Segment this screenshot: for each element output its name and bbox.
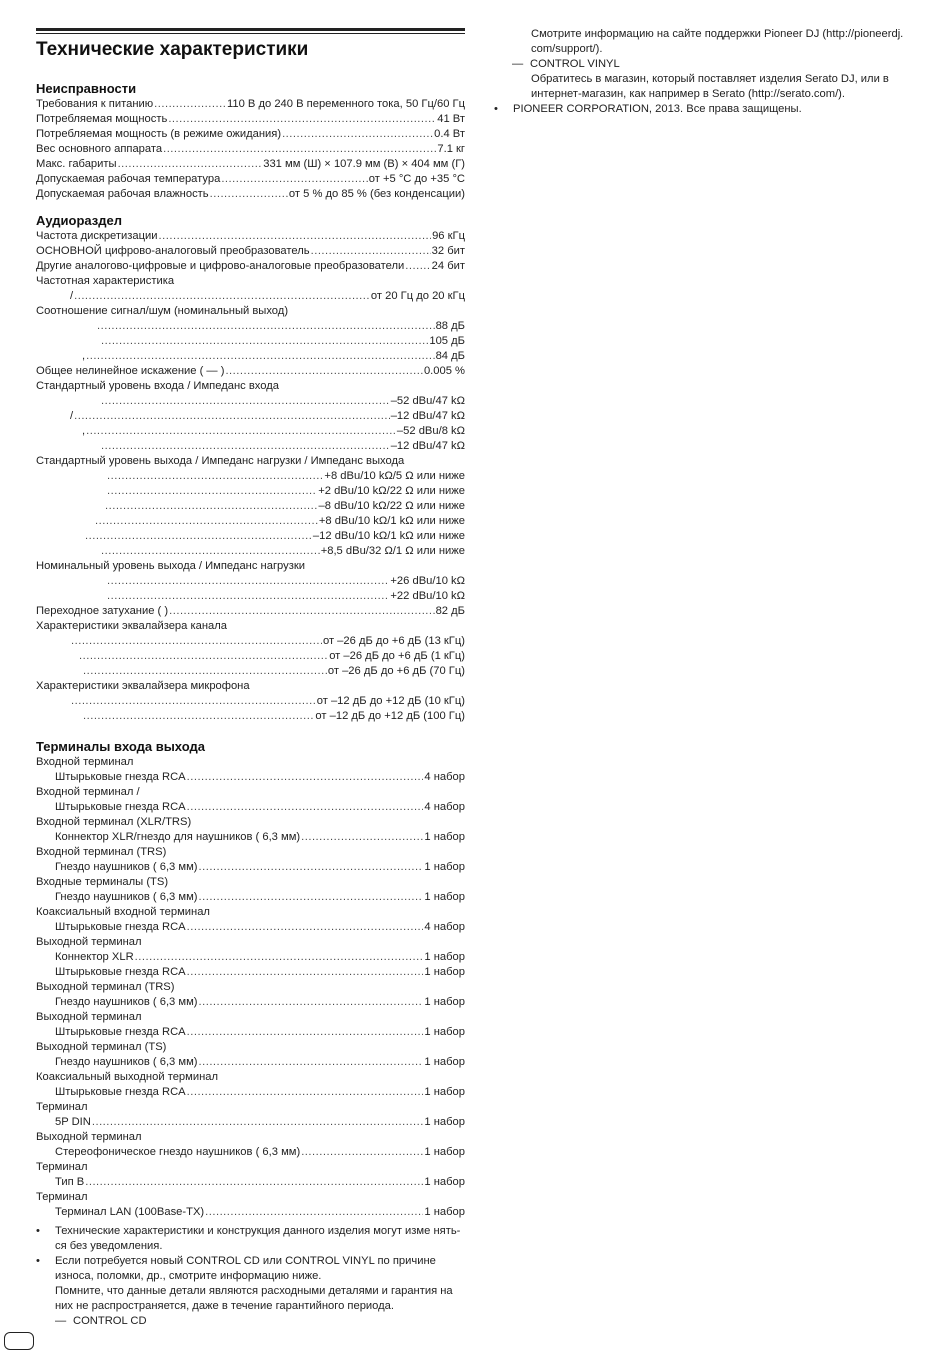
spec-label: / — [70, 290, 74, 302]
section-gap — [36, 728, 465, 738]
note-text: Технические характеристики и конструкция данного изделия могут изме няться без уведомления. — [55, 1225, 461, 1252]
dot-leader — [85, 1175, 423, 1190]
spec-label: Частота дискретизации — [36, 230, 158, 242]
section-heading: Аудиораздел — [36, 213, 123, 228]
page-language-badge — [4, 1332, 34, 1350]
dot-leader — [101, 544, 320, 559]
spec-value: 110 В до 240 В переменного тока, 50 Гц/60 Гц — [226, 98, 465, 110]
spec-row — [36, 604, 465, 619]
dot-leader — [301, 1145, 423, 1160]
spec-value: от 5 % до 85 % (без конденсации) — [288, 188, 465, 200]
spec-label-row: Частотная характеристика — [36, 275, 175, 287]
spec-value: –12 dBu/47 kΩ — [390, 410, 465, 422]
spec-row — [36, 142, 465, 157]
spec-label: , — [82, 425, 86, 437]
spec-row — [36, 97, 465, 112]
bullet-marker: • — [494, 103, 498, 115]
spec-label-row: Терминал — [36, 1101, 88, 1113]
dot-leader — [205, 1205, 423, 1220]
spec-value: 105 дБ — [429, 335, 465, 347]
spec-label: Штырьковые гнезда RCA — [55, 801, 186, 813]
spec-value: 1 набор — [424, 951, 465, 963]
section-heading: Неисправности — [36, 81, 137, 96]
spec-label: Терминал LAN (100Base-TX) — [55, 1206, 205, 1218]
spec-value: 1 набор — [424, 831, 465, 843]
dot-leader — [282, 127, 433, 142]
spec-value: 1 набор — [424, 1086, 465, 1098]
spec-label: , — [82, 350, 86, 362]
spec-label: Потребляемая мощность (в режиме ожидания) — [36, 128, 282, 140]
dot-leader — [107, 574, 389, 589]
spec-row — [36, 664, 465, 679]
spec-row — [36, 1115, 465, 1130]
spec-row — [36, 424, 465, 439]
spec-row — [36, 364, 465, 379]
spec-label: Коннектор XLR/гнездо для наушников ( 6,3 мм) — [55, 831, 301, 843]
spec-row — [36, 574, 465, 589]
dot-leader — [163, 142, 436, 157]
spec-value: +8 dBu/10 kΩ/5 Ω или ниже — [324, 470, 465, 482]
spec-row — [36, 694, 465, 709]
spec-value: от +5 °C до +35 °C — [368, 173, 465, 185]
spec-value: 1 набор — [424, 1206, 465, 1218]
spec-row — [36, 334, 465, 349]
dot-leader — [225, 364, 422, 379]
dot-leader — [159, 229, 432, 244]
spec-value: 331 мм (Ш) × 107.9 мм (В) × 404 мм (Г) — [263, 158, 465, 170]
spec-row — [36, 112, 465, 127]
dot-leader — [79, 649, 328, 664]
note-paragraph: Помните, что данные детали являются расходными деталями и гарантия на них не распространяется, даже в течение гарантийного периода. — [55, 1285, 453, 1312]
dot-leader — [301, 830, 423, 845]
spec-label-row: Соотношение сигнал/шум (номинальный выход) — [36, 305, 289, 317]
dot-leader — [187, 920, 424, 935]
spec-section — [36, 80, 465, 202]
spec-label: Допускаемая рабочая температура — [36, 173, 221, 185]
spec-label-row: Выходной терминал (TRS) — [36, 981, 175, 993]
spec-value: 1 набор — [424, 1026, 465, 1038]
spec-label: Штырьковые гнезда RCA — [55, 771, 186, 783]
spec-row — [36, 709, 465, 724]
dot-leader — [74, 409, 390, 424]
note-bullet — [494, 102, 914, 117]
spec-label-row: Номинальный уровень выхода / Импеданс нагрузки — [36, 560, 305, 572]
spec-section — [36, 738, 465, 1220]
spec-label: Штырьковые гнезда RCA — [55, 1026, 186, 1038]
spec-value: 1 набор — [424, 1176, 465, 1188]
note-dash-item — [494, 57, 914, 72]
dot-leader — [187, 1025, 424, 1040]
spec-row — [36, 1025, 465, 1040]
spec-row — [36, 1205, 465, 1220]
dash-marker: — — [55, 1315, 67, 1327]
spec-row — [36, 157, 465, 172]
spec-label-row: Терминал — [36, 1191, 88, 1203]
spec-label-row: Характеристики эквалайзера канала — [36, 620, 227, 632]
spec-section — [36, 212, 465, 724]
spec-row — [36, 289, 465, 304]
spec-label: Другие аналогово-цифровые и цифрово-аналоговые преобразователи — [36, 260, 405, 272]
dot-leader — [83, 664, 327, 679]
spec-row — [36, 544, 465, 559]
spec-row — [36, 830, 465, 845]
note-text: CONTROL VINYL — [530, 58, 620, 70]
spec-row — [36, 800, 465, 815]
spec-value: от –26 дБ до +6 дБ (70 Гц) — [327, 665, 465, 677]
spec-value: 1 набор — [424, 996, 465, 1008]
spec-value: 84 дБ — [435, 350, 465, 362]
spec-value: 82 дБ — [435, 605, 465, 617]
spec-row — [36, 127, 465, 142]
spec-value: 1 набор — [424, 1056, 465, 1068]
spec-value: 4 набор — [424, 801, 465, 813]
dot-leader — [187, 800, 424, 815]
spec-label: / — [70, 410, 74, 422]
dot-leader — [107, 469, 323, 484]
top-rule-thick — [36, 28, 465, 31]
spec-label: Гнездо наушников ( 6,3 мм) — [55, 861, 198, 873]
spec-label: Штырьковые гнезда RCA — [55, 966, 186, 978]
spec-value: от 20 Гц до 20 кГц — [370, 290, 465, 302]
spec-label-row: Коаксиальный входной терминал — [36, 906, 210, 918]
spec-row — [36, 244, 465, 259]
spec-label: Гнездо наушников ( 6,3 мм) — [55, 891, 198, 903]
spec-row — [36, 1055, 465, 1070]
spec-row — [36, 950, 465, 965]
dot-leader — [187, 965, 424, 980]
dot-leader — [199, 890, 424, 905]
spec-row — [36, 499, 465, 514]
spec-value: 4 набор — [424, 771, 465, 783]
spec-row — [36, 920, 465, 935]
spec-label-row: Выходной терминал — [36, 1131, 142, 1143]
dot-leader — [107, 589, 389, 604]
spec-value: от –26 дБ до +6 дБ (13 кГц) — [322, 635, 465, 647]
dot-leader — [101, 334, 428, 349]
spec-label: Коннектор XLR — [55, 951, 134, 963]
spec-row — [36, 634, 465, 649]
spec-value: 96 кГц — [432, 230, 465, 242]
spec-value: 41 Вт — [437, 113, 465, 125]
spec-label: Стереофоническое гнездо наушников ( 6,3 мм) — [55, 1146, 301, 1158]
spec-value: +2 dBu/10 kΩ/22 Ω или ниже — [318, 485, 465, 497]
note-paragraph: Смотрите информацию на сайте поддержки Pioneer DJ (http://pioneerdj. com/support/). — [531, 28, 904, 55]
spec-row — [36, 409, 465, 424]
spec-row — [36, 770, 465, 785]
dot-leader — [118, 157, 263, 172]
bullet-marker: • — [36, 1255, 40, 1267]
spec-label: Допускаемая рабочая влажность — [36, 188, 209, 200]
spec-label: Общее нелинейное искажение ( — ) — [36, 365, 225, 377]
dot-leader — [101, 439, 390, 454]
spec-value: +8,5 dBu/32 Ω/1 Ω или ниже — [320, 545, 465, 557]
dot-leader — [187, 1085, 424, 1100]
dot-leader — [199, 1055, 424, 1070]
spec-label-row: Входной терминал (XLR/TRS) — [36, 816, 192, 828]
dot-leader — [199, 995, 424, 1010]
spec-row — [36, 1145, 465, 1160]
spec-value: 1 набор — [424, 966, 465, 978]
spec-row — [36, 229, 465, 244]
spec-label-row: Стандартный уровень входа / Импеданс входа — [36, 380, 279, 392]
spec-label-row: Характеристики эквалайзера микрофона — [36, 680, 250, 692]
spec-value: –52 dBu/8 kΩ — [396, 425, 465, 437]
spec-value: +22 dBu/10 kΩ — [390, 590, 465, 602]
spec-row — [36, 589, 465, 604]
spec-label: Переходное затухание ( ) — [36, 605, 169, 617]
spec-label: Штырьковые гнезда RCA — [55, 1086, 186, 1098]
spec-row — [36, 439, 465, 454]
note-text: PIONEER CORPORATION, 2013. Все права защищены. — [513, 103, 802, 115]
dot-leader — [105, 499, 318, 514]
dot-leader — [169, 604, 434, 619]
dot-leader — [86, 349, 434, 364]
spec-row — [36, 890, 465, 905]
spec-label-row: Терминал — [36, 1161, 88, 1173]
spec-value: 0.005 % — [423, 365, 465, 377]
dot-leader — [86, 424, 396, 439]
spec-value: 0.4 Вт — [434, 128, 465, 140]
section-heading: Терминалы входа выхода — [36, 739, 205, 754]
spec-row — [36, 860, 465, 875]
dot-leader — [101, 394, 390, 409]
dot-leader — [221, 172, 367, 187]
dot-leader — [199, 860, 424, 875]
spec-value: –12 dBu/47 kΩ — [390, 440, 465, 452]
spec-value: 1 набор — [424, 891, 465, 903]
note-bullet — [36, 1224, 465, 1254]
spec-label: Штырьковые гнезда RCA — [55, 921, 186, 933]
spec-row — [36, 394, 465, 409]
dot-leader — [168, 112, 436, 127]
spec-value: +8 dBu/10 kΩ/1 kΩ или ниже — [318, 515, 465, 527]
spec-label-row: Входной терминал (TRS) — [36, 846, 167, 858]
dot-leader — [311, 244, 431, 259]
spec-label-row: Выходной терминал — [36, 1011, 142, 1023]
dot-leader — [210, 187, 288, 202]
spec-label: Вес основного аппарата — [36, 143, 163, 155]
spec-label-row: Стандартный уровень выхода / Импеданс нагрузки / Импеданс выхода — [36, 455, 405, 467]
dot-leader — [85, 529, 312, 544]
notes-column-right — [494, 27, 914, 117]
spec-label-row: Входной терминал / — [36, 786, 140, 798]
spec-value: от –26 дБ до +6 дБ (1 кГц) — [329, 650, 465, 662]
note-text: CONTROL CD — [73, 1315, 147, 1327]
spec-label: Потребляемая мощность — [36, 113, 168, 125]
note-dash-item — [36, 1314, 465, 1329]
dot-leader — [154, 97, 226, 112]
spec-label-row: Выходной терминал — [36, 936, 142, 948]
spec-row — [36, 259, 465, 274]
spec-value: от –12 дБ до +12 дБ (10 кГц) — [316, 695, 465, 707]
spec-row — [36, 1085, 465, 1100]
page-title: Технические характеристики — [36, 39, 309, 60]
notes-left — [36, 1224, 465, 1329]
spec-row — [36, 172, 465, 187]
dot-leader — [71, 694, 316, 709]
spec-row — [36, 965, 465, 980]
spec-row — [36, 469, 465, 484]
dot-leader — [135, 950, 424, 965]
spec-label: Требования к питанию — [36, 98, 154, 110]
spec-value: 32 бит — [431, 245, 465, 257]
dot-leader — [71, 634, 322, 649]
note-paragraph: Обратитесь в магазин, который поставляет изделия Serato DJ, или в интернет-магазин, как например в Serato (http://serato.com/). — [531, 73, 889, 100]
spec-value: от –12 дБ до +12 дБ (100 Гц) — [315, 710, 465, 722]
spec-row — [36, 1175, 465, 1190]
spec-row — [36, 995, 465, 1010]
spec-label: Гнездо наушников ( 6,3 мм) — [55, 996, 198, 1008]
dot-leader — [97, 319, 435, 334]
spec-row — [36, 319, 465, 334]
spec-row — [36, 187, 465, 202]
dot-leader — [187, 770, 424, 785]
top-rule-thin — [36, 33, 465, 34]
note-bullet — [36, 1254, 465, 1284]
spec-value: –52 dBu/47 kΩ — [390, 395, 465, 407]
spec-value: 1 набор — [424, 861, 465, 873]
spec-row — [36, 484, 465, 499]
spec-value: 1 набор — [424, 1146, 465, 1158]
spec-label: Гнездо наушников ( 6,3 мм) — [55, 1056, 198, 1068]
spec-row — [36, 529, 465, 544]
spec-value: –8 dBu/10 kΩ/22 Ω или ниже — [318, 500, 465, 512]
spec-value: 1 набор — [424, 1116, 465, 1128]
spec-label-row: Выходной терминал (TS) — [36, 1041, 167, 1053]
spec-value: +26 dBu/10 kΩ — [390, 575, 465, 587]
spec-value: 88 дБ — [435, 320, 465, 332]
spec-row — [36, 514, 465, 529]
spec-row — [36, 349, 465, 364]
dot-leader — [83, 709, 314, 724]
spec-value: 24 бит — [431, 260, 465, 272]
spec-label-row: Коаксиальный выходной терминал — [36, 1071, 219, 1083]
dot-leader — [107, 484, 317, 499]
spec-value: –12 dBu/10 kΩ/1 kΩ или ниже — [312, 530, 465, 542]
spec-row — [36, 649, 465, 664]
spec-label: 5P DIN — [55, 1116, 91, 1128]
dot-leader — [92, 1115, 424, 1130]
spec-label: ОСНОВНОЙ цифрово-аналоговый преобразователь — [36, 245, 310, 257]
spec-value: 4 набор — [424, 921, 465, 933]
dot-leader — [74, 289, 370, 304]
bullet-marker: • — [36, 1225, 40, 1237]
spec-label: Тип B — [55, 1176, 85, 1188]
dash-marker: — — [512, 58, 524, 70]
dot-leader — [95, 514, 318, 529]
dot-leader — [405, 259, 430, 274]
spec-value: 7.1 кг — [437, 143, 465, 155]
spec-label-row: Входной терминал — [36, 756, 134, 768]
spec-label-row: Входные терминалы (TS) — [36, 876, 169, 888]
note-text: Если потребуется новый CONTROL CD или CONTROL VINYL по причине износа, поломки, др., смотрите информацию ниже. — [55, 1255, 436, 1282]
spec-label: Макс. габариты — [36, 158, 117, 170]
specs-column-left — [36, 80, 465, 1329]
